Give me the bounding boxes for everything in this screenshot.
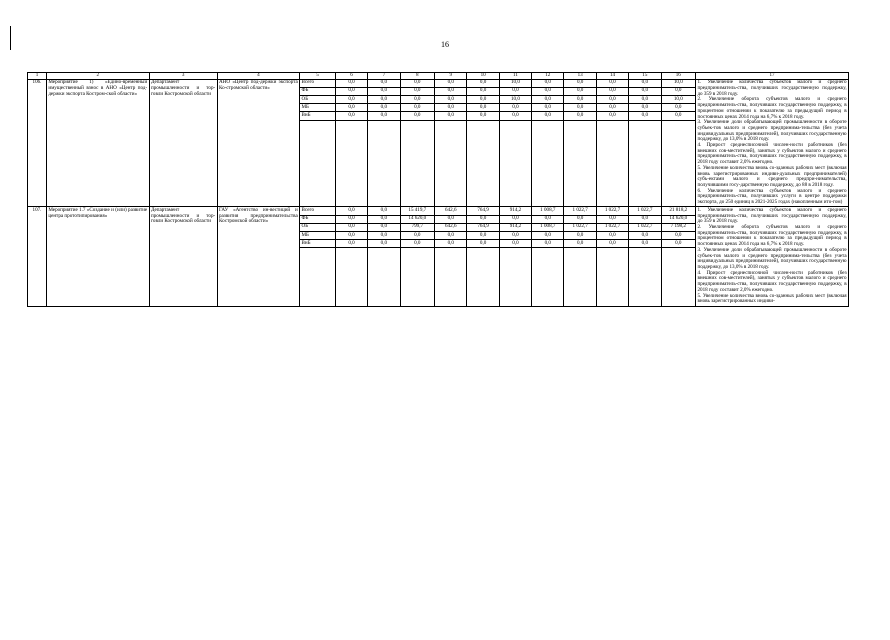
col-header: 8 [400, 73, 435, 80]
finance-value: 0,0 [467, 240, 499, 248]
result-item: 3. Увеличение доли обрабатывающей промышленности в обороте субъек-тов малого и среднего предпринима-тельства (без учета индивидуальных предпринимателей), получивших государственную поддержку, до 13,0% в 2018 году. [697, 119, 847, 143]
finance-value: 0,0 [532, 112, 564, 120]
finance-source: ВнБ [300, 240, 336, 248]
finance-value: 0,0 [564, 104, 596, 112]
col-header: 15 [629, 73, 661, 80]
empty-cell [564, 120, 596, 207]
finance-value: 0,0 [499, 231, 531, 239]
finance-value: 0,0 [596, 215, 628, 223]
empty-cell [335, 248, 367, 306]
finance-value: 1 022,7 [596, 207, 628, 215]
finance-value: 1 022,7 [564, 223, 596, 231]
empty-cell [596, 120, 628, 207]
finance-source: ОБ [300, 223, 336, 231]
empty-cell [499, 248, 531, 306]
empty-cell [400, 120, 435, 207]
finance-value: 1 008,7 [532, 223, 564, 231]
finance-value: 0,0 [435, 104, 467, 112]
finance-source: МБ [300, 231, 336, 239]
finance-value: 0,0 [335, 207, 367, 215]
finance-value: 0,0 [335, 112, 367, 120]
finance-value: 0,0 [335, 79, 367, 87]
finance-value: 0,0 [564, 87, 596, 95]
finance-value: 0,0 [499, 112, 531, 120]
finance-value: 0,0 [467, 87, 499, 95]
finance-value: 0,0 [435, 79, 467, 87]
finance-value: 14 620,0 [661, 215, 696, 223]
empty-cell [300, 120, 336, 207]
finance-value: 0,0 [368, 207, 400, 215]
empty-cell [499, 120, 531, 207]
finance-value: 0,0 [335, 96, 367, 104]
result-item: 4. Прирост среднесписочной числен-ности работников (без внешних сов-местителей), занятых у субъектов малого и среднего предприниматель-ства, получивших государственную поддержку, в 2018 году составит 2,0% ежегодно. [697, 142, 847, 166]
finance-value: 1 022,7 [564, 207, 596, 215]
finance-value: 0,0 [435, 87, 467, 95]
empty-cell [435, 120, 467, 207]
finance-value: 0,0 [596, 104, 628, 112]
empty-cell [532, 248, 564, 306]
result-item: 2. Увеличение оборота субъектов малого и среднего предприниматель-ства, получивших государственную поддержку, в процентном отношении к показателю за предыдущий период в постоянных ценах 2014 года на 6,7% к 2018 году. [697, 224, 847, 248]
col-header: 2 [46, 73, 149, 80]
finance-value: 642,6 [435, 207, 467, 215]
finance-value: 0,0 [435, 96, 467, 104]
finance-value: 10,0 [661, 96, 696, 104]
empty-cell [596, 248, 628, 306]
finance-value: 0,0 [499, 240, 531, 248]
result-item: 6. Увеличение количества субъектов малого и среднего предприниматель-ства, получивших услуги в центре поддержки экспорта, до 250 единиц в 2021-2025 годах (накопленным ито-гом) [697, 187, 847, 206]
finance-value: 1 022,7 [596, 223, 628, 231]
finance-value: 10,0 [499, 96, 531, 104]
col-header: 16 [661, 73, 696, 80]
col-header: 6 [335, 73, 367, 80]
responsible-body: Департамент промышленности и тор-говли Костромской области [149, 207, 217, 306]
finance-value: 0,0 [596, 112, 628, 120]
finance-value: 0,0 [532, 240, 564, 248]
program-table [27, 72, 849, 307]
finance-value: 0,0 [400, 240, 435, 248]
col-header: 11 [499, 73, 531, 80]
finance-value: 0,0 [435, 215, 467, 223]
finance-value: 0,0 [435, 112, 467, 120]
empty-cell [661, 120, 696, 207]
col-header: 17 [696, 73, 849, 80]
finance-value: 0,0 [499, 87, 531, 95]
finance-value: 0,0 [335, 223, 367, 231]
finance-value: 0,0 [564, 112, 596, 120]
empty-cell [335, 120, 367, 207]
finance-value: 0,0 [564, 96, 596, 104]
finance-value: 0,0 [564, 231, 596, 239]
finance-value: 0,0 [564, 215, 596, 223]
finance-value: 0,0 [596, 240, 628, 248]
empty-cell [467, 248, 499, 306]
empty-cell [661, 248, 696, 306]
finance-value: 0,0 [400, 87, 435, 95]
finance-value: 0,0 [335, 215, 367, 223]
finance-value: 0,0 [564, 240, 596, 248]
col-header: 14 [596, 73, 628, 80]
result-item: 1. Увеличение количества субъектов малого и среднего предприниматель-ства, получивших государственную поддержку, до 359 в 2018 году. [697, 206, 847, 225]
col-header: 13 [564, 73, 596, 80]
finance-value: 0,0 [467, 215, 499, 223]
finance-value: 642,6 [435, 223, 467, 231]
finance-value: 0,0 [661, 240, 696, 248]
finance-value: 0,0 [467, 79, 499, 87]
finance-value: 914,2 [499, 207, 531, 215]
executor-body: АНО «Центр под-держки экспорта Ко-стромской области» [217, 79, 300, 207]
result-item: 3. Увеличение доли обрабатывающей промышленности в обороте субъек-тов малого и среднего предпринима-тельства (без учета индивидуальных предпринимателей), получивших государственную поддержку, до 13,0% в 2018 году. [697, 246, 847, 270]
finance-source: ВнБ [300, 112, 336, 120]
finance-value: 0,0 [368, 87, 400, 95]
col-header: 4 [217, 73, 300, 80]
finance-value: 0,0 [629, 231, 661, 239]
col-header: 1 [28, 73, 47, 80]
col-header: 9 [435, 73, 467, 80]
finance-value: 0,0 [661, 87, 696, 95]
expected-results [696, 79, 849, 207]
page-number: 16 [441, 40, 449, 49]
result-item: 5. Увеличение количества вновь со-зданных рабочих мест (включая вновь зарегистрированных индиви- [697, 292, 847, 305]
result-item: 4. Прирост среднесписочной числен-ности работников (без внешних сов-местителей), занятых у субъектов малого и среднего предприниматель-ства, получивших государственную поддержку, в 2018 году составит 2,0% ежегодно. [697, 269, 847, 293]
finance-value: 0,0 [532, 104, 564, 112]
empty-cell [435, 248, 467, 306]
empty-cell [368, 248, 400, 306]
row-number: 107. [28, 207, 47, 306]
finance-value: 0,0 [532, 79, 564, 87]
finance-value: 0,0 [368, 104, 400, 112]
finance-value: 1 008,7 [532, 207, 564, 215]
finance-value: 0,0 [368, 231, 400, 239]
finance-value: 0,0 [400, 96, 435, 104]
empty-cell [564, 248, 596, 306]
finance-source: ОБ [300, 96, 336, 104]
finance-value: 0,0 [368, 96, 400, 104]
finance-source: Всего [300, 207, 336, 215]
finance-value: 0,0 [368, 79, 400, 87]
finance-value: 0,0 [596, 96, 628, 104]
empty-cell [368, 120, 400, 207]
finance-value: 0,0 [532, 87, 564, 95]
finance-value: 0,0 [661, 231, 696, 239]
result-item: 2. Увеличение оборота субъектов малого и среднего предприниматель-ства, получивших государственную поддержку, в процентном отношении к показателю за предыдущий период в постоянных ценах 2014 года на 6,7% к 2018 году. [697, 96, 847, 120]
event-name: Мероприятие 1) «Едино-временный имущественный взнос в АНО «Центр под-держки экспорта Костром-ской области» [46, 79, 149, 207]
result-item: 5. Увеличение количества вновь со-зданных рабочих мест (включая вновь зарегистрированных индиви-дуальных предпринимателей) субъ-ектами малого и среднего предпри-нимательства, получившими госу-дарственную поддержку, до 88 в 2018 году. [697, 164, 847, 188]
finance-value: 0,0 [661, 112, 696, 120]
finance-value: 0,0 [467, 96, 499, 104]
finance-value: 0,0 [629, 104, 661, 112]
finance-value: 0,0 [368, 112, 400, 120]
col-header: 5 [300, 73, 336, 80]
finance-source: ФБ [300, 87, 336, 95]
empty-cell [629, 248, 661, 306]
finance-value: 0,0 [368, 240, 400, 248]
event-name: Мероприятие 1.7 «Создание и (или) развитие центра прототипирования» [46, 207, 149, 306]
col-header: 7 [368, 73, 400, 80]
finance-value: 14 620,0 [400, 215, 435, 223]
finance-value: 10,0 [661, 79, 696, 87]
finance-value: 0,0 [335, 231, 367, 239]
finance-value: 15 419,7 [400, 207, 435, 215]
finance-value: 10,0 [499, 79, 531, 87]
empty-cell [532, 120, 564, 207]
responsible-body: Департамент промышленности и тор-говли Костромской области [149, 79, 217, 207]
empty-cell [467, 120, 499, 207]
finance-source: Всего [300, 79, 336, 87]
result-item: 1. Увеличение количества субъектов малого и среднего предприниматель-ства, получивших государственную поддержку, до 359 в 2018 году. [697, 79, 847, 97]
empty-cell [300, 248, 336, 306]
finance-value: 0,0 [435, 240, 467, 248]
finance-source: МБ [300, 104, 336, 112]
expected-results [696, 207, 849, 306]
empty-cell [400, 248, 435, 306]
col-header: 3 [149, 73, 217, 80]
finance-value: 0,0 [400, 112, 435, 120]
finance-value: 0,0 [400, 231, 435, 239]
finance-value: 0,0 [499, 215, 531, 223]
table-row [28, 207, 849, 215]
col-header: 10 [467, 73, 499, 80]
finance-value: 0,0 [532, 96, 564, 104]
finance-value: 0,0 [368, 215, 400, 223]
finance-value: 0,0 [467, 231, 499, 239]
finance-value: 0,0 [368, 223, 400, 231]
finance-value: 0,0 [499, 104, 531, 112]
empty-cell [629, 120, 661, 207]
finance-value: 0,0 [400, 104, 435, 112]
row-number: 106. [28, 79, 47, 207]
finance-value: 1 022,7 [629, 223, 661, 231]
finance-value: 0,0 [467, 112, 499, 120]
finance-value: 0,0 [596, 87, 628, 95]
finance-value: 0,0 [629, 240, 661, 248]
col-header: 12 [532, 73, 564, 80]
finance-value: 0,0 [596, 79, 628, 87]
finance-value: 0,0 [400, 79, 435, 87]
finance-value: 0,0 [435, 231, 467, 239]
finance-value: 0,0 [335, 240, 367, 248]
finance-value: 1 022,7 [629, 207, 661, 215]
finance-value: 0,0 [629, 87, 661, 95]
finance-source: ФБ [300, 215, 336, 223]
finance-value: 0,0 [335, 87, 367, 95]
finance-value: 0,0 [467, 104, 499, 112]
finance-value: 0,0 [335, 104, 367, 112]
finance-value: 0,0 [629, 112, 661, 120]
finance-value: 7 198,2 [661, 223, 696, 231]
finance-value: 21 818,2 [661, 207, 696, 215]
finance-value: 914,2 [499, 223, 531, 231]
finance-value: 799,7 [400, 223, 435, 231]
finance-value: 764,9 [467, 207, 499, 215]
finance-value: 0,0 [629, 215, 661, 223]
finance-value: 0,0 [532, 215, 564, 223]
finance-value: 0,0 [532, 231, 564, 239]
finance-value: 764,9 [467, 223, 499, 231]
table-row [28, 79, 849, 87]
finance-value: 0,0 [661, 104, 696, 112]
finance-value: 0,0 [629, 96, 661, 104]
finance-value: 0,0 [596, 231, 628, 239]
finance-value: 0,0 [564, 79, 596, 87]
finance-value: 0,0 [629, 79, 661, 87]
executor-body: ГАУ «Агентство ин-вестиций и развития предпринимательства Костромской области» [217, 207, 300, 306]
